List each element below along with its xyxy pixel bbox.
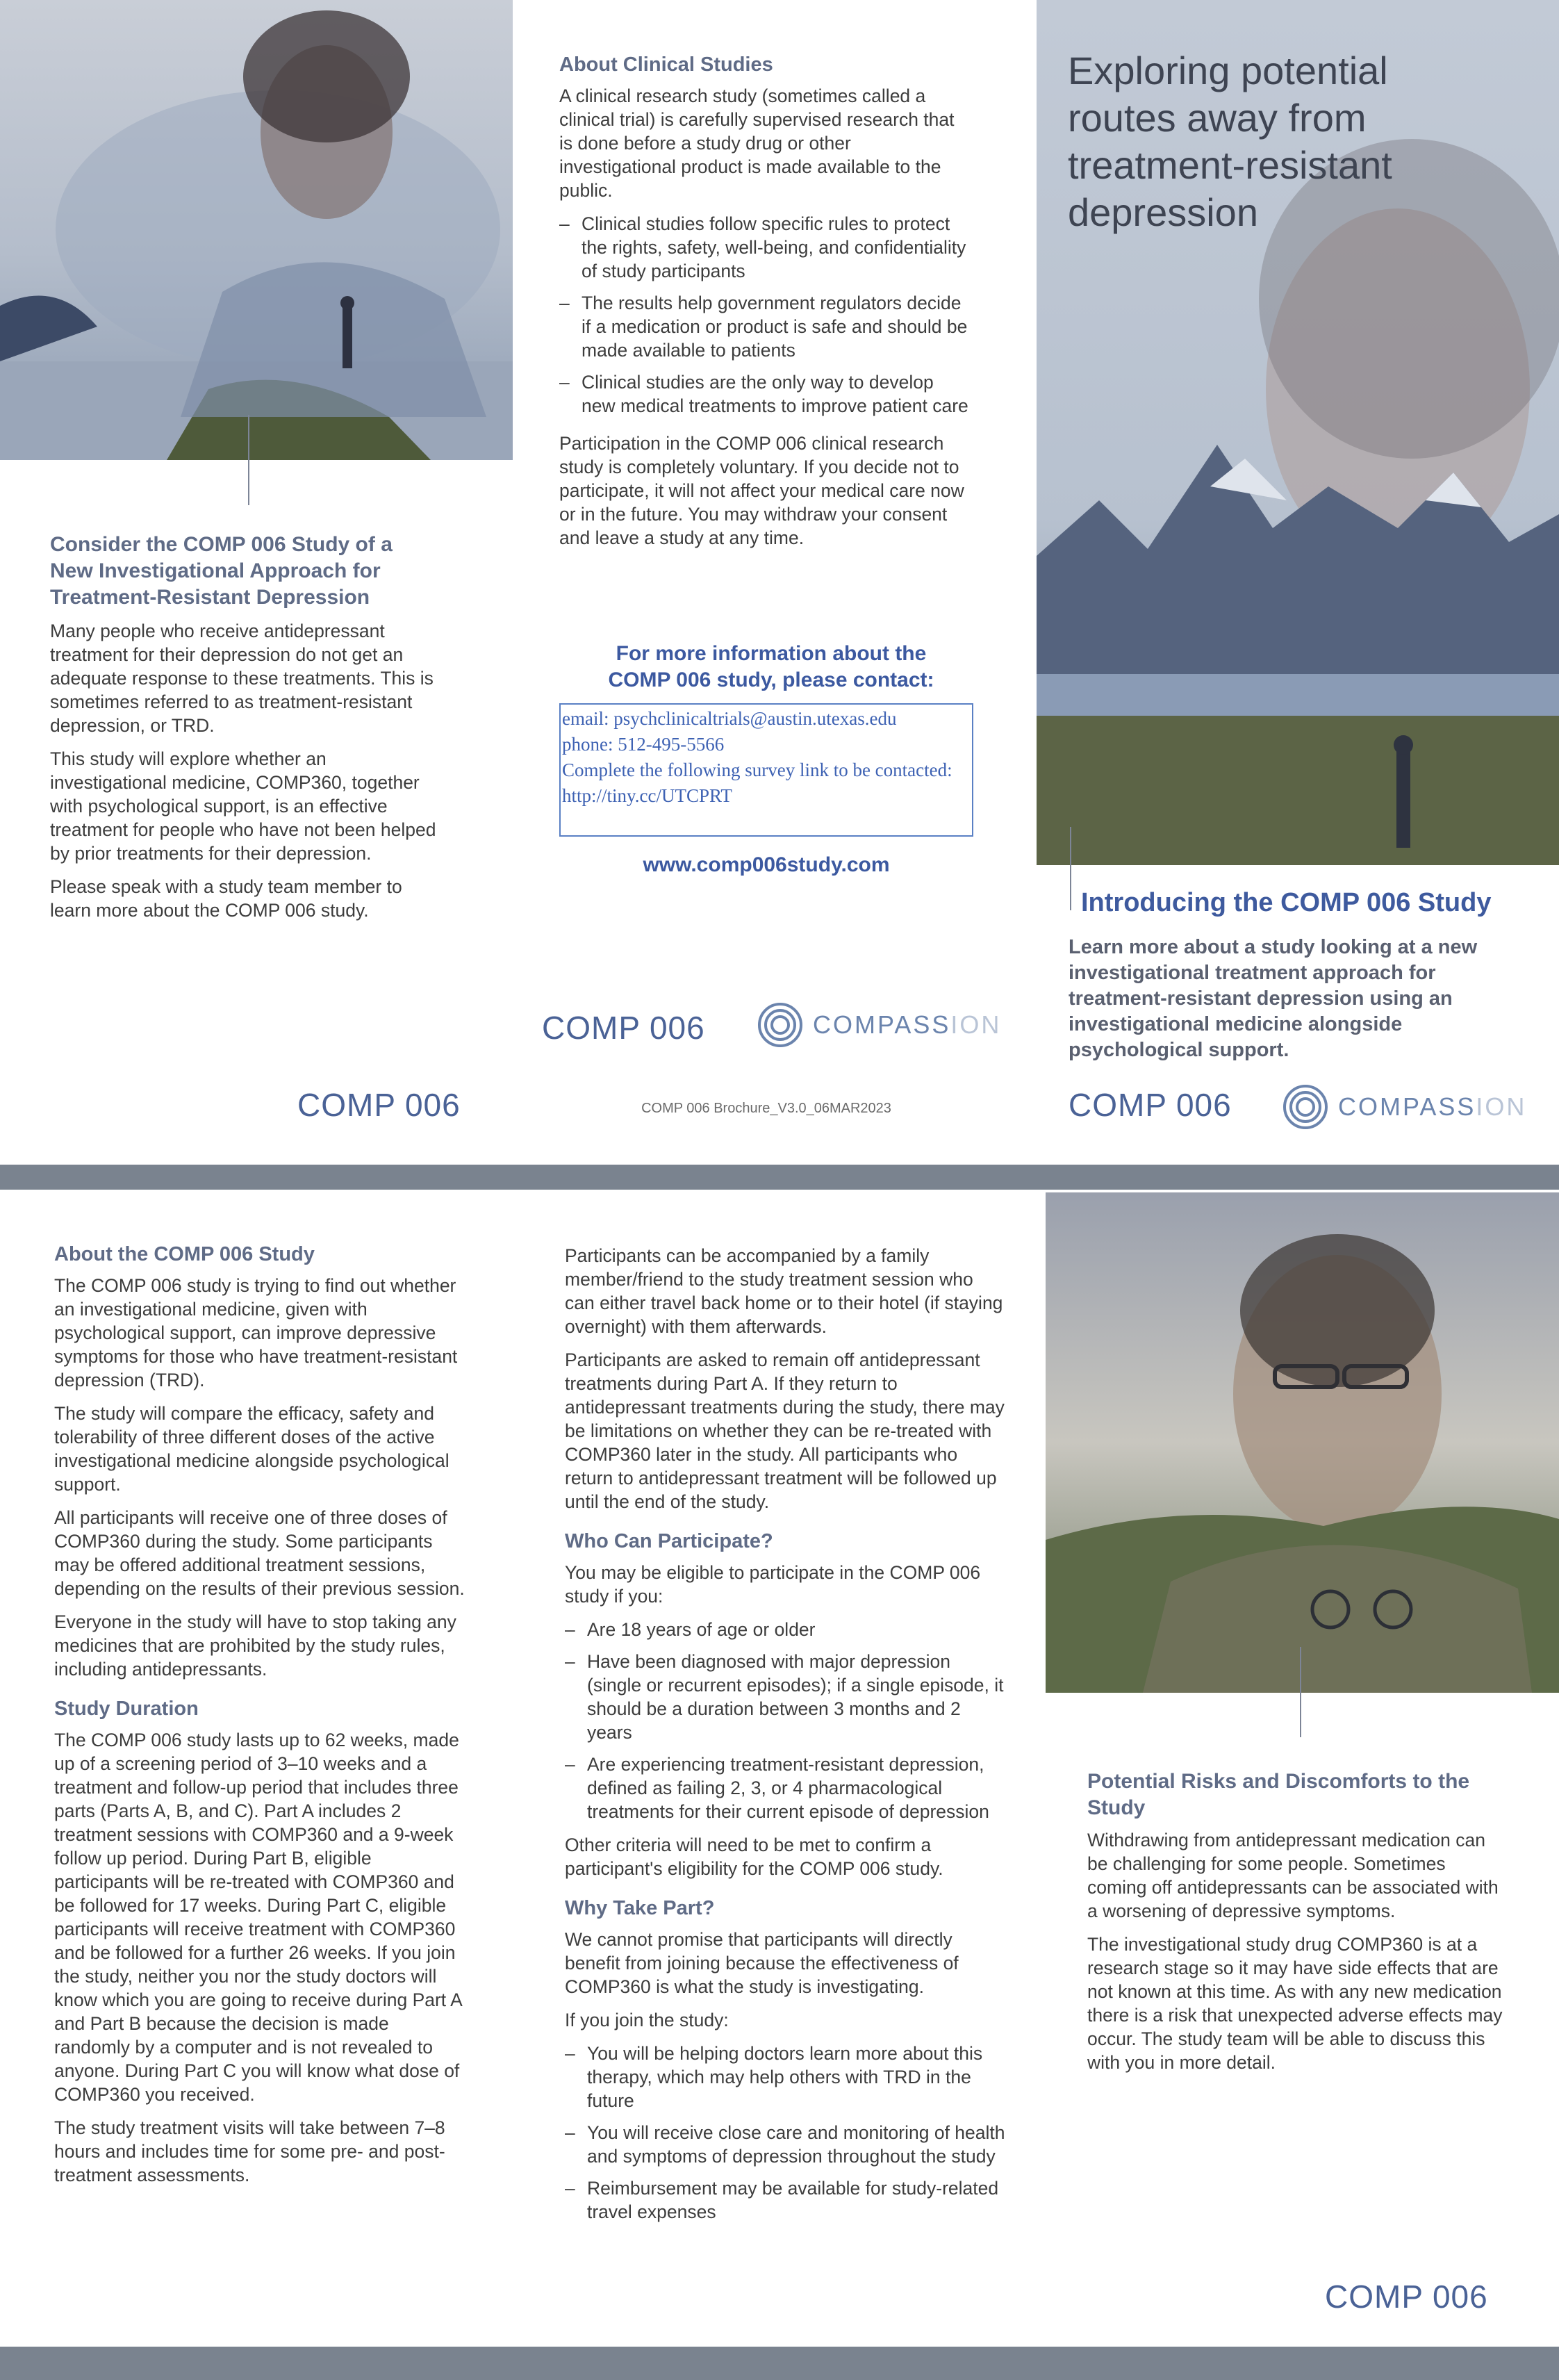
- page-bottom-band: [0, 2347, 1559, 2380]
- about-paragraph-1: The COMP 006 study is trying to find out whether an investigational medicine, given with psychological support, can improve depressive symptoms for those who have treatment-resistant depression (TRD).: [54, 1275, 458, 1390]
- study-duration-heading: Study Duration: [54, 1698, 199, 1720]
- middle-panel-top: [559, 52, 969, 559]
- about-paragraph-2: The study will compare the efficacy, safety and tolerability of three different doses of the active investigational medicine alongside psychological support.: [54, 1403, 449, 1495]
- brand-comp006-top-left: COMP 006: [297, 1087, 461, 1123]
- antidepressant-paragraph: Participants are asked to remain off antidepressant treatments during Part A. If they return to antidepressant treatments during the study, there may be limitations on whether they can be re-treated with COMP360 later in the study. All participants who return to antidepressant treatment will be followed up until the end of the study.: [565, 1349, 1005, 1512]
- compass-logo-icon: [1282, 1084, 1328, 1130]
- risks-connector-line: [1300, 1647, 1301, 1737]
- benefit-bullet-3: – Reimbursement may be available for study-related travel expenses: [565, 2176, 1005, 2224]
- benefit-bullets: [565, 2042, 1005, 2224]
- why-paragraph-1: We cannot promise that participants will directly benefit from joining because the effectiveness of COMP360 is what the study is investigating.: [565, 1929, 959, 1997]
- contact-heading: For more information about the COMP 006 study, please contact:: [608, 642, 934, 691]
- left-panel-bottom: [54, 1242, 470, 2197]
- right-panel-bottom: [1087, 1768, 1504, 2084]
- intro-connector-line: [1070, 827, 1071, 910]
- brand-comp006-bottom-right: COMP 006: [1325, 2279, 1488, 2315]
- compass-logo-text: COMPASSION: [813, 1010, 1002, 1039]
- compass-logo-icon: [757, 1002, 803, 1048]
- introducing-text: Learn more about a study looking at a new investigational treatment approach for treatment-resistant depression using an investigational medicine alongside psychological support.: [1069, 936, 1478, 1061]
- eligibility-bullet-1: – Are 18 years of age or older: [565, 1618, 1005, 1641]
- clinical-intro: A clinical research study (sometimes called a clinical trial) is carefully supervised research that is done before a study drug or other investigational product is made available to the public.: [559, 85, 955, 201]
- survey-link[interactable]: http://tiny.cc/UTCPRT: [562, 785, 732, 806]
- why-take-part-heading: Why Take Part?: [565, 1897, 715, 1919]
- eligibility-bullet-2: – Have been diagnosed with major depression (single or recurrent episodes); if a single episode, it should be a duration between 3 months and 2 years: [565, 1650, 1005, 1744]
- clinical-bullets: [559, 212, 969, 418]
- woman-photo-top-left: [0, 0, 513, 460]
- who-intro: You may be eligible to participate in the COMP 006 study if you:: [565, 1562, 981, 1607]
- page-separator-band: [0, 1165, 1559, 1190]
- contact-survey-note: Complete the following survey link to be contacted:: [562, 760, 952, 780]
- brand-comp006-top-middle: COMP 006: [542, 1010, 705, 1046]
- man-bicycle-photo-bottom-right: [1046, 1192, 1559, 1693]
- contact-box: [559, 703, 973, 837]
- contact-phone[interactable]: phone: 512-495-5566: [562, 734, 725, 755]
- consider-paragraph-3: Please speak with a study team member to learn more about the COMP 006 study.: [50, 876, 402, 921]
- who-can-participate-heading: Who Can Participate?: [565, 1530, 773, 1552]
- website-link[interactable]: www.comp006study.com: [643, 853, 890, 876]
- consider-paragraph-2: This study will explore whether an investigational medicine, COMP360, together with psychological support, is an effective treatment for people who have not been helped by prior treatments for their depression.: [50, 748, 436, 864]
- clinical-bullet-1: – Clinical studies follow specific rules to protect the rights, safety, well-being, and confidentiality of study participants: [559, 212, 969, 283]
- cover-title: Exploring potential routes away from treatment-resistant depression: [1068, 49, 1392, 234]
- about-clinical-studies-heading: About Clinical Studies: [559, 54, 773, 76]
- benefit-bullet-1: – You will be helping doctors learn more about this therapy, which may help others with TRD in the future: [565, 2042, 1005, 2112]
- about-paragraph-4: Everyone in the study will have to stop taking any medicines that are prohibited by the study rules, including antidepressants.: [54, 1611, 456, 1680]
- introducing-heading: Introducing the COMP 006 Study: [1081, 888, 1492, 917]
- why-paragraph-2: If you join the study:: [565, 2010, 729, 2030]
- companion-paragraph: Participants can be accompanied by a family member/friend to the study treatment session who can either travel back home or to their hotel (if staying overnight) with them afterwards.: [565, 1245, 1003, 1337]
- clinical-bullet-2: – The results help government regulators decide if a medication or product is safe and should be made available to patients: [559, 291, 969, 362]
- who-outro: Other criteria will need to be met to confirm a participant's eligibility for the COMP 006 study.: [565, 1835, 943, 1879]
- about-paragraph-3: All participants will receive one of three doses of COMP360 during the study. Some participants may be offered additional treatment sessions, depending on the results of their previous session.: [54, 1507, 465, 1599]
- brochure-version: COMP 006 Brochure_V3.0_06MAR2023: [641, 1101, 891, 1116]
- photo-connector-line: [248, 415, 249, 505]
- benefit-bullet-2: – You will receive close care and monitoring of health and symptoms of depression throughout the study: [565, 2121, 1005, 2168]
- compass-logo-right: [1282, 1084, 1526, 1130]
- compass-logo-middle: [757, 1002, 1001, 1048]
- middle-panel-bottom: [565, 1244, 1005, 2233]
- contact-email[interactable]: email: psychclinicaltrials@austin.utexas.edu: [562, 708, 897, 729]
- duration-paragraph-1: The COMP 006 study lasts up to 62 weeks, made up of a screening period of 3–10 weeks and a treatment and follow-up period that includes three parts (Parts A, B, and C). Part A includes 2 treatment sessions with COMP360 and a 9-week follow up period. During Part B, eligible participants will be re-treated with COMP360 and be followed for 17 weeks. During Part C, eligible participants will receive treatment with COMP360 and be followed for a further 26 weeks. If you join the study, neither you nor the study doctors will know which you are going to receive during Part A and Part B because the decision is made randomly by a computer and is not revealed to anyone. During Part C you will know what dose of COMP360 you received.: [54, 1730, 462, 2105]
- risks-paragraph-2: The investigational study drug COMP360 is at a research stage so it may have side effects that are not known at this time. As with any new medication there is a risk that unexpected adverse effects may occur. The study team will be able to discuss this with you in more detail.: [1087, 1934, 1503, 2073]
- consider-paragraph-1: Many people who receive antidepressant treatment for their depression do not get an adequate response to these treatments. This is sometimes referred to as treatment-resistant depression, or TRD.: [50, 621, 434, 736]
- duration-paragraph-2: The study treatment visits will take between 7–8 hours and includes time for some pre- and post-treatment assessments.: [54, 2117, 445, 2185]
- eligibility-bullets: [565, 1618, 1005, 1823]
- compass-logo-text: COMPASSION: [1338, 1092, 1527, 1121]
- brand-comp006-top-right: COMP 006: [1069, 1087, 1232, 1123]
- left-panel-top: [50, 532, 439, 932]
- risks-paragraph-1: Withdrawing from antidepressant medication can be challenging for some people. Sometimes coming off antidepressants can be associated with a worsening of depressive symptoms.: [1087, 1830, 1499, 1921]
- voluntary-paragraph: Participation in the COMP 006 clinical research study is completely voluntary. If you decide not to participate, it will not affect your medical care now or in the future. You may withdraw your consent and leave a study at any time.: [559, 433, 964, 548]
- consider-heading: Consider the COMP 006 Study of a New Investigational Approach for Treatment-Resistant Depression: [50, 533, 393, 609]
- risks-heading: Potential Risks and Discomforts to the Study: [1087, 1770, 1470, 1819]
- eligibility-bullet-3: – Are experiencing treatment-resistant depression, defined as failing 2, 3, or 4 pharmacological treatments for their current episode of depression: [565, 1753, 1005, 1823]
- clinical-bullet-3: – Clinical studies are the only way to develop new medical treatments to improve patient care: [559, 370, 969, 418]
- about-study-heading: About the COMP 006 Study: [54, 1243, 315, 1265]
